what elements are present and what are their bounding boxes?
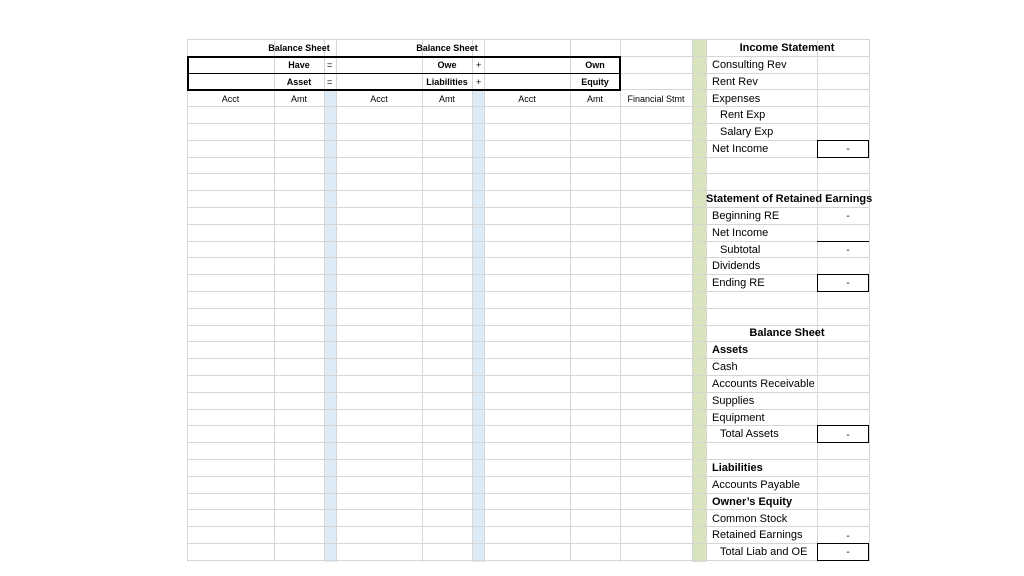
grid-vline [620, 39, 621, 562]
rent-exp-label: Rent Exp [720, 109, 766, 121]
liabilities-section-label: Liabilities [712, 462, 763, 474]
grid-hline [187, 257, 870, 258]
income-statement-title: Income Statement [739, 42, 835, 54]
total-liab-oe-label: Total Liab and OE [720, 546, 808, 558]
acct-col-3: Acct [518, 94, 536, 104]
total-assets-value: - [846, 430, 850, 441]
header-box-left [187, 56, 189, 91]
financial-stmt-col: Financial Stmt [627, 94, 685, 104]
ending-re-label: Ending RE [712, 277, 765, 289]
plus-sign-1: + [476, 60, 482, 70]
accounts-payable-label: Accounts Payable [712, 479, 801, 491]
grid-vline [472, 39, 473, 562]
total-assets-label: Total Assets [720, 428, 779, 440]
owe-label: Owe [437, 60, 457, 70]
grid-vline [484, 39, 485, 562]
retained-earnings-label: Retained Earnings [712, 529, 803, 541]
green-stripe [692, 39, 706, 562]
grid-vline [422, 39, 423, 562]
subtotal-value: - [846, 245, 850, 256]
retained-earnings-value: - [846, 531, 850, 542]
grid-hline [187, 358, 870, 359]
acct-col-2: Acct [370, 94, 388, 104]
grid-hline [187, 274, 870, 275]
grid-vline [336, 39, 337, 562]
beginning-re-value: - [846, 211, 850, 222]
equity-label: Equity [581, 77, 609, 87]
header-box-top [187, 56, 620, 58]
equals-sign-1: = [327, 60, 333, 70]
grid-vline [324, 39, 325, 562]
re-net-income-underline [817, 241, 869, 242]
acct-col-1: Acct [221, 94, 240, 104]
blue-stripe-1 [324, 90, 336, 562]
re-net-income-label: Net Income [712, 227, 769, 239]
grid-vline [692, 39, 693, 562]
equals-sign-2: = [327, 77, 333, 87]
have-label: Have [288, 60, 310, 70]
owners-equity-label: Owner’s Equity [712, 496, 793, 508]
beginning-re-label: Beginning RE [712, 210, 780, 222]
liabilities-label: Liabilities [426, 77, 468, 87]
equipment-label: Equipment [712, 412, 765, 424]
net-income-value: - [846, 144, 850, 155]
ending-re-value: - [846, 278, 850, 289]
rent-rev-label: Rent Rev [712, 76, 758, 88]
supplies-label: Supplies [712, 395, 755, 407]
balance-sheet-header-a: Balance Sheet [268, 43, 330, 53]
grid-hline [187, 291, 870, 292]
grid-hline [187, 173, 870, 174]
retained-earnings-title: Statement of Retained Earnings [706, 193, 873, 205]
common-stock-label: Common Stock [712, 513, 788, 525]
dividends-label: Dividends [712, 260, 761, 272]
salary-exp-label: Salary Exp [720, 126, 774, 138]
asset-label: Asset [286, 77, 312, 87]
grid-vline [187, 39, 188, 562]
amt-col-2: Amt [438, 94, 455, 104]
assets-label: Assets [712, 344, 749, 356]
balance-sheet-header-b: Balance Sheet [416, 43, 478, 53]
consulting-rev-label: Consulting Rev [712, 59, 787, 71]
cash-label: Cash [712, 361, 738, 373]
grid-hline [187, 409, 870, 410]
grid-vline [274, 39, 275, 562]
header-box-mid [187, 73, 620, 74]
own-label: Own [585, 60, 605, 70]
amt-col-3: Amt [586, 94, 603, 104]
subtotal-label: Subtotal [720, 244, 761, 256]
grid-vline [817, 39, 818, 562]
grid-vline [706, 39, 707, 562]
expenses-label: Expenses [712, 93, 761, 105]
total-liab-oe-value: - [846, 547, 850, 558]
grid-vline [570, 39, 571, 562]
plus-sign-2: + [476, 77, 482, 87]
grid-hline [187, 308, 870, 309]
grid-vline [869, 39, 870, 562]
blue-stripe-2 [472, 90, 484, 562]
amt-col-1: Amt [290, 94, 307, 104]
accounts-receivable-label: Accounts Receivable [712, 378, 815, 390]
net-income-label: Net Income [712, 143, 769, 155]
grid-hline [187, 459, 870, 460]
balance-sheet-title: Balance Sheet [749, 327, 825, 339]
